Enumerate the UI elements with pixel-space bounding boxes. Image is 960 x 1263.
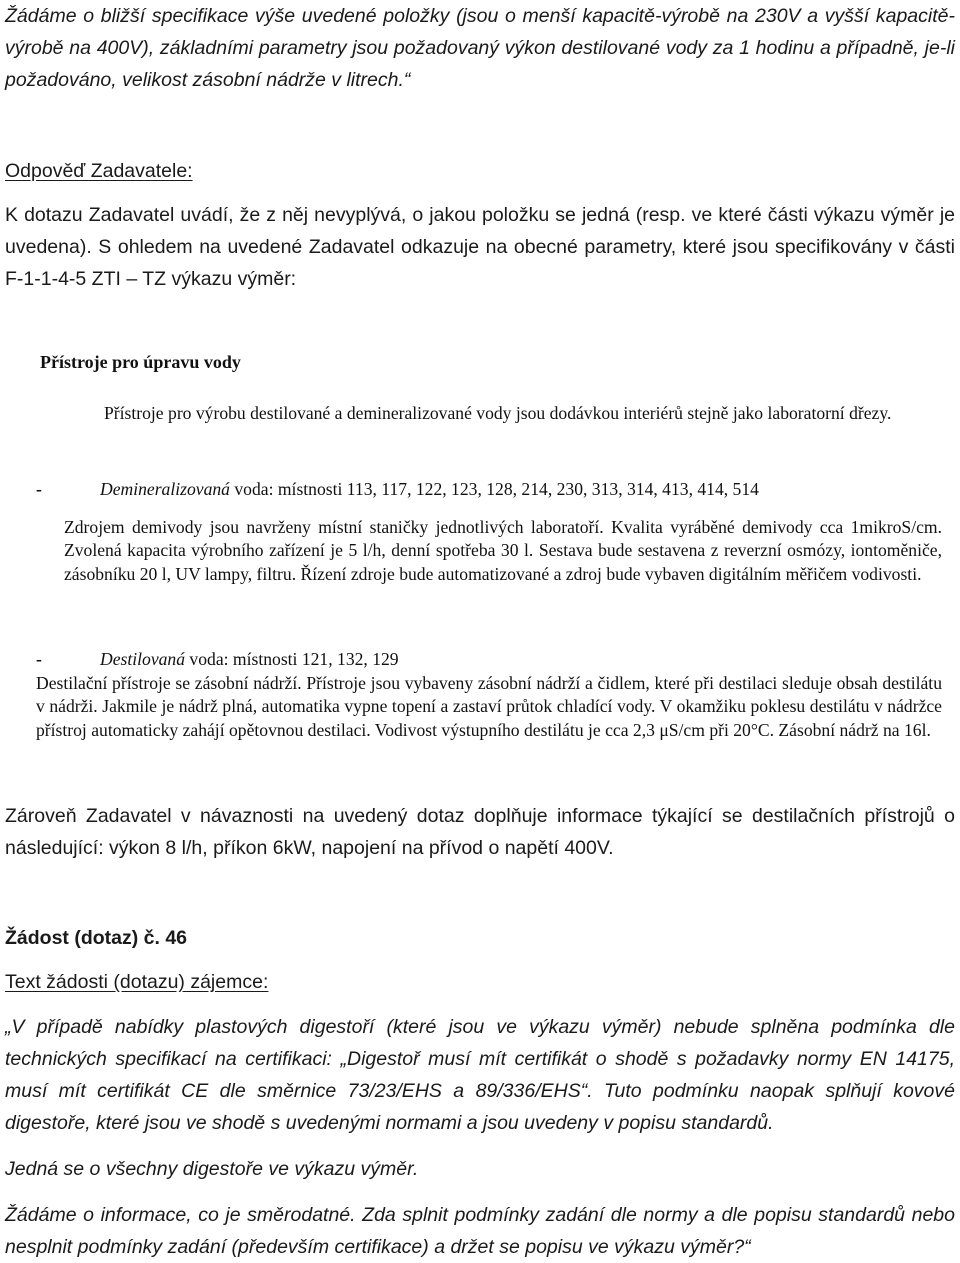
scan-item-label: Demineralizovaná: [100, 479, 230, 499]
scan-item-header: [36, 648, 942, 672]
scan-item-header: [36, 478, 942, 502]
supplement-paragraph: Zároveň Zadavatel v návaznosti na uvedený dotaz doplňuje informace týkající se destilačních přístrojů o následující: výkon 8 l/h, příkon 6kW, napojení na přívod o napětí 400V.: [5, 805, 955, 859]
question-paragraph-2: Jedná se o všechny digestoře ve výkazu výměr.: [5, 1158, 419, 1180]
scan-item-body: Zdrojem demivody jsou navrženy místní staničky jednotlivých laboratoří. Kvalita vyráběné demivody cca 1mikroS/cm. Zvolená kapacita výrobního zařízení je 5 l/h, denní spotřeba 30 l. Sestava bude sestavena z reverzní osmózy, iontoměniče, zásobníku 20 l, UV lampy, filtru. Řízení zdroje bude automatizované a zdroj bude vybaven digitálním měřičem vodivosti.: [64, 516, 942, 584]
request-subtitle: Text žádosti (dotazu) zájemce:: [5, 971, 269, 993]
scan-item-body: Destilační přístroje se zásobní nádrží. Přístroje jsou vybaveny zásobní nádrží a čidlem, které při destilaci sleduje obsah destilátu v nádrži. Jakmile je nádrž plná, automatika vypne topení a zastaví průtok chladící vody. V okamžiku poklesu destilátu v nádržce přístroj automaticky zahájí opětovnou destilaci. Vodivost výstupního destilátu je cca 2,3 μS/cm při 20°C. Zásobní nádrž na 16l.: [36, 672, 942, 740]
scan-item-distilled: [36, 648, 942, 742]
scan-item-rooms: voda: místnosti 121, 132, 129: [185, 649, 399, 669]
answer-paragraph: K dotazu Zadavatel uvádí, že z něj nevyplývá, o jakou položku se jedná (resp. ve které části výkazu výměr je uvedena). S ohledem na uvedené Zadavatel odkazuje na obecné parametry, které jsou specifikovány v části F-1-1-4-5 ZTI – TZ výkazu výměr:: [5, 204, 955, 290]
scan-item-label: Destilovaná: [100, 649, 186, 669]
scan-heading: Přístroje pro úpravu vody: [40, 352, 241, 372]
scan-item-rooms: voda: místnosti 113, 117, 122, 123, 128, 214, 230, 313, 314, 413, 414, 514: [229, 479, 759, 499]
quoted-request-paragraph: Žádáme o bližší specifikace výše uvedené položky (jsou o menší kapacitě-výrobě na 230V a vyšší kapacitě-výrobě na 400V), základními parametry jsou požadovaný výkon destilované vody za 1 hodinu a případně, je-li požadováno, velikost zásobní nádrže v litrech.“: [5, 5, 955, 91]
scan-intro: Přístroje pro výrobu destilované a demineralizované vody jsou dodávkou interiérů stejně jako laboratorní dřezy.: [104, 403, 892, 423]
question-paragraph-1: „V případě nabídky plastových digestoří (které jsou ve výkazu výměr) nebude splněna podmínka dle technických specifikací na certifikaci: „Digestoř musí mít certifikát o shodě s požadavky normy EN 14175, musí mít certifikát CE dle směrnice 73/23/EHS a 89/336/EHS“. Tuto podmínku naopak splňují kovové digestoře, které jsou ve shodě s uvedenými normami a jsou uvedeny v popisu standardů.: [5, 1016, 955, 1134]
question-paragraph-3: Žádáme o informace, co je směrodatné. Zda splnit podmínky zadání dle normy a dle popisu standardů nebo nesplnit podmínky zadání (především certifikace) a držet se popisu ve výkazu výměr?“: [5, 1204, 955, 1258]
answer-heading: Odpověď Zadavatele:: [5, 160, 193, 182]
list-dash: -: [36, 649, 42, 669]
scan-item-demineralized: [36, 478, 942, 586]
request-title: Žádost (dotaz) č. 46: [5, 927, 188, 949]
list-dash: -: [36, 479, 42, 499]
scanned-specification-excerpt: [36, 350, 942, 770]
